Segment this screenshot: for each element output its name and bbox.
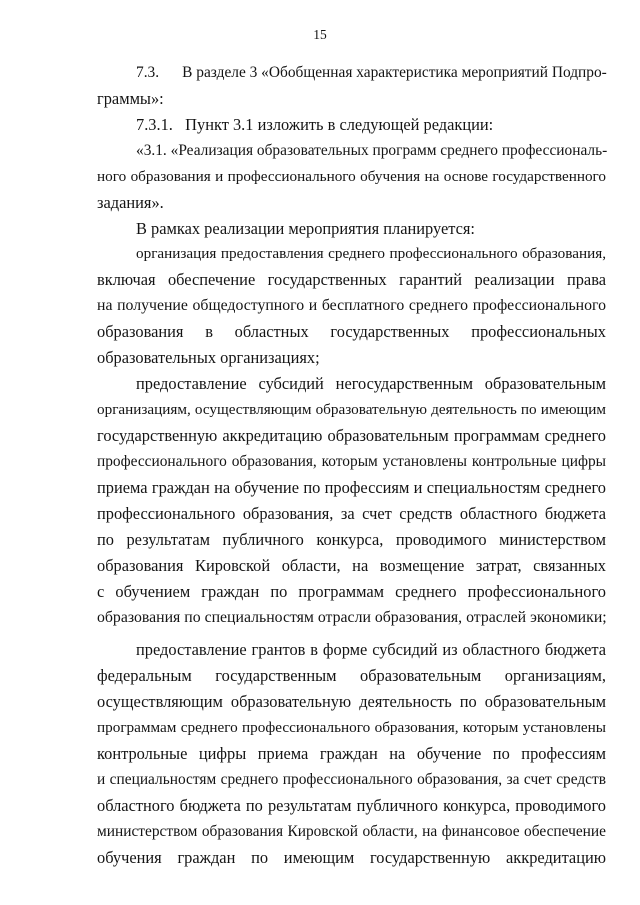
page-number: 15 [313, 27, 327, 42]
text-line: предоставление субсидий негосударственным образовательным [136, 374, 606, 393]
text-line: программам среднего профессионального образования, которым установлены [97, 719, 606, 736]
text-line: обучения граждан по имеющим государственную аккредитацию [97, 848, 606, 867]
section-heading-7-3-1: 7.3.1. Пункт 3.1 изложить в следующей редакции: [136, 115, 494, 134]
text-line: образования в областных государственных профессиональных [97, 322, 606, 341]
text-line: предоставление грантов в форме субсидий из областного бюджета [136, 640, 606, 659]
text-line: приема граждан на обучение по профессиям и специальностям среднего [97, 478, 606, 497]
text-line: федеральным государственным образовательным организациям, [97, 666, 606, 685]
text-line: организация предоставления среднего профессионального образования, [136, 245, 606, 262]
text-line: профессионального образования, за счет средств областного бюджета [97, 504, 606, 523]
text-line: осуществляющим образовательную деятельность по образовательным [97, 692, 606, 711]
section-heading-7-3: 7.3. В разделе 3 «Обобщенная характеристика мероприятий Подпро- [136, 64, 607, 81]
text-line: контрольные цифры приема граждан на обучение по профессиям [97, 744, 606, 763]
quoted-title-line: «3.1. «Реализация образовательных программ среднего профессиональ- [136, 142, 608, 159]
text-line: министерством образования Кировской области, на финансовое обеспечение [97, 823, 606, 840]
text-line: на получение общедоступного и бесплатного среднего профессионального [97, 297, 606, 314]
text-line: профессионального образования, которым установлены контрольные цифры [97, 453, 606, 470]
text-line: по результатам публичного конкурса, проводимого министерством [97, 530, 606, 549]
text-line: государственную аккредитацию образовательным программам среднего [97, 426, 606, 445]
text-line: с обучением граждан по программам среднего профессионального [97, 582, 606, 601]
text-line: и специальностям среднего профессионального образования, за счет средств [97, 771, 606, 788]
text-line: задания». [97, 193, 164, 212]
text-line: граммы»: [97, 89, 164, 108]
paragraph-intro: В рамках реализации мероприятия планируется: [136, 219, 475, 238]
text-line: организациям, осуществляющим образовательную деятельность по имеющим [97, 401, 606, 418]
text-line: включая обеспечение государственных гарантий реализации права [97, 270, 606, 289]
text-line: областного бюджета по результатам публичного конкурса, проводимого [97, 796, 606, 815]
text-line: образования Кировской области, на возмещение затрат, связанных [97, 556, 606, 575]
text-line: образования по специальностям отрасли образования, отраслей экономики; [97, 609, 607, 626]
text-line: образовательных организациях; [97, 348, 320, 367]
text-line: ного образования и профессионального обучения на основе государственного [97, 168, 606, 185]
